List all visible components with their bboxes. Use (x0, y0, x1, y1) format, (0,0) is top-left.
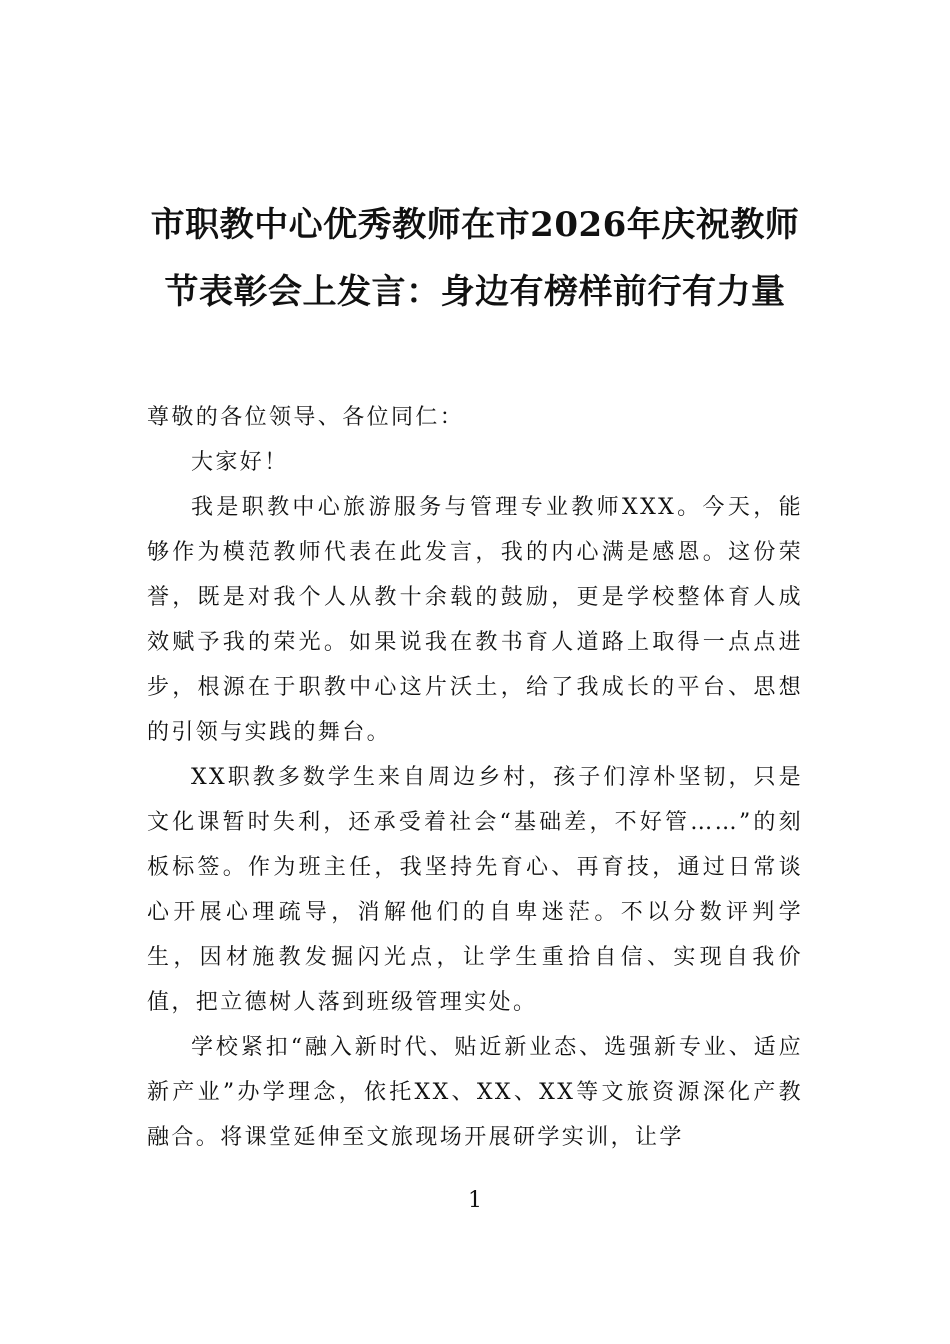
paragraph-introduction: 我是职教中心旅游服务与管理专业教师XXX。今天，能够作为模范教师代表在此发言，我的内心满是感恩。这份荣誉，既是对我个人从教十余载的鼓励，更是学校整体育人成效赋予我的荣光。如果说我在教书育人道路上取得一点点进步，根源在于职教中心这片沃土，给了我成长的平台、思想的引领与实践的舞台。 (147, 495, 803, 745)
paragraph-greeting: 大家好！ (191, 450, 289, 475)
title-line-1: 市职教中心优秀教师在市2026年庆祝教师 (150, 205, 800, 245)
document-body (147, 395, 803, 1160)
page-number: 1 (468, 1188, 482, 1213)
title-line-2: 节表彰会上发言：身边有榜样前行有力量 (164, 272, 786, 312)
document-title (120, 192, 830, 326)
paragraph-school-philosophy: 学校紧扣“融入新时代、贴近新业态、选强新专业、适应新产业”办学理念，依托XX、XX、XX等文旅资源深化产教融合。将课堂延伸至文旅现场开展研学实训，让学 (147, 1035, 803, 1150)
salutation: 尊敬的各位领导、各位同仁： (147, 405, 465, 430)
paragraph-students: XX职教多数学生来自周边乡村，孩子们淳朴坚韧，只是文化课暂时失利，还承受着社会“基础差，不好管……”的刻板标签。作为班主任，我坚持先育心、再育技，通过日常谈心开展心理疏导，消解他们的自卑迷茫。不以分数评判学生，因材施教发掘闪光点，让学生重拾自信、实现自我价值，把立德树人落到班级管理实处。 (147, 765, 803, 1015)
